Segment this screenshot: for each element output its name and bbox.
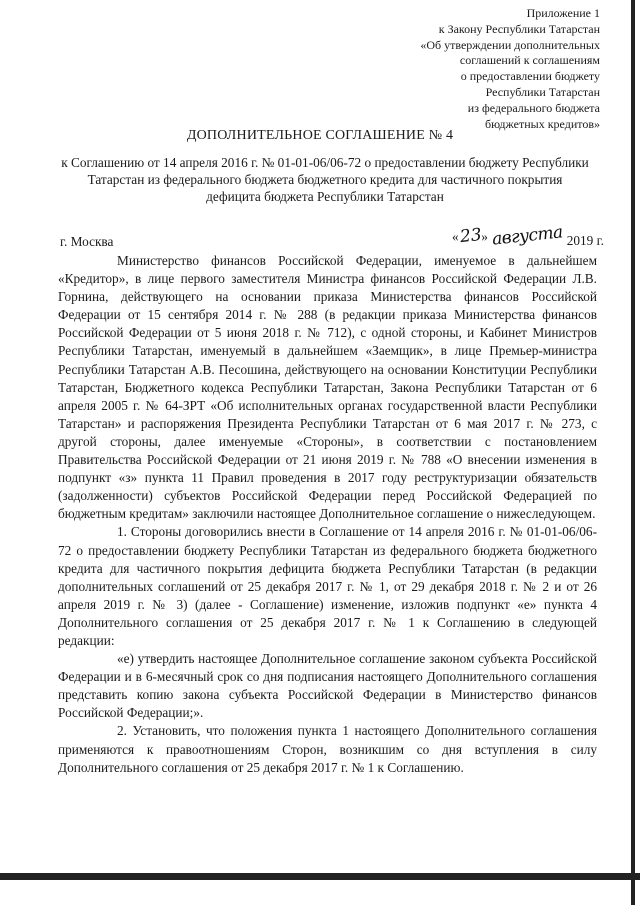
- appendix-line: из федерального бюджета: [467, 100, 600, 115]
- signing-date: [452, 222, 604, 250]
- appendix-line: о предоставлении бюджету: [460, 69, 600, 84]
- signing-place: г. Москва: [60, 234, 114, 249]
- appendix-line: к Закону Республики Татарстан: [438, 21, 600, 36]
- document-subtitle: к Соглашению от 14 апреля 2016 г. № 01-01-06/06-72 о предоставлении бюджету Республики Татарстан из федерального бюджета бюджетного кредита для частичного покрытия дефицита бюджета Республики Татарстан: [61, 155, 589, 204]
- appendix-line: соглашений к соглашениям: [459, 53, 600, 68]
- document-title: ДОПОЛНИТЕЛЬНОЕ СОГЛАШЕНИЕ № 4: [186, 128, 454, 143]
- document-body: [58, 252, 597, 777]
- date-close-quote: »: [481, 229, 488, 244]
- appendix-line: «Об утверждении дополнительных: [420, 37, 600, 52]
- handwritten-month: августа: [491, 222, 564, 250]
- body-paragraph: 1. Стороны договорились внести в Соглашение от 14 апреля 2016 г. № 01-01-06/06-72 о предоставлении бюджету Республики Татарстан из федерального бюджета бюджетного кредита для частичного покрытия дефицита бюджета Республики Татарстан (в редакции дополнительных соглашений от 25 декабря 2017 г. № 1, от 29 декабря 2018 г. № 2 и от 26 апреля 2019 г. № 3) (далее - Соглашение) изменение, изложив подпункт «е» пункта 4 Дополнительного соглашения от 25 декабря 2017 г. № 1 к Соглашению в следующей редакции:: [58, 524, 597, 648]
- appendix-header: [340, 6, 600, 132]
- date-year: 2019 г.: [566, 233, 604, 248]
- date-open-quote: «: [452, 229, 459, 244]
- handwritten-day: 23: [458, 224, 483, 248]
- body-paragraph: 2. Установить, что положения пункта 1 настоящего Дополнительного соглашения применяются к правоотношениям Сторон, возникшим со дня вступления в силу Дополнительного соглашения от 25 декабря 2017 г. № 1 к Соглашению.: [58, 723, 597, 775]
- appendix-line: Республики Татарстан: [485, 84, 600, 99]
- appendix-line: бюджетных кредитов»: [484, 116, 600, 131]
- appendix-line: Приложение 1: [526, 6, 600, 20]
- scan-bottom-border: [0, 873, 640, 880]
- body-paragraph: Министерство финансов Российской Федерации, именуемое в дальнейшем «Кредитор», в лице первого заместителя Министра финансов Российской Федерации Л.В. Горнина, действующего на основании приказа Министерства финансов Российской Федерации от 15 сентября 2014 г. № 288 (в редакции приказа Министерства финансов Российской Федерации от 5 июня 2018 г. № 712), с одной стороны, и Кабинет Министров Республики Татарстан, именуемый в дальнейшем «Заемщик», в лице Премьер-министра Республики Татарстан А.В. Песошина, действующего на основании Конституции Республики Татарстан, Бюджетного кодекса Республики Татарстан, Закона Республики Татарстан от 6 апреля 2005 г. № 64-ЗРТ «Об исполнительных органах государственной власти Республики Татарстан» и распоряжения Президента Республики Татарстан от 6 мая 2017 г. № 273, с другой стороны, далее именуемые «Стороны», в соответствии с постановлением Правительства Российской Федерации от 21 июня 2019 г. № 788 «О внесении изменения в подпункт «з» пункта 11 Правил проведения в 2017 году реструктуризации обязательств (задолженности) субъектов Российской Федерации перед Российской Федерацией по бюджетным кредитам» заключили настоящее Дополнительное соглашение о нижеследующем.: [58, 253, 597, 522]
- body-paragraph: «е) утвердить настоящее Дополнительное соглашение законом субъекта Российской Федерации и в 6-месячный срок со дня подписания настоящего Дополнительного соглашения представить копию закона субъекта Российской Федерации в Министерство финансов Российской Федерации;».: [58, 651, 597, 721]
- scan-right-border: [631, 0, 635, 905]
